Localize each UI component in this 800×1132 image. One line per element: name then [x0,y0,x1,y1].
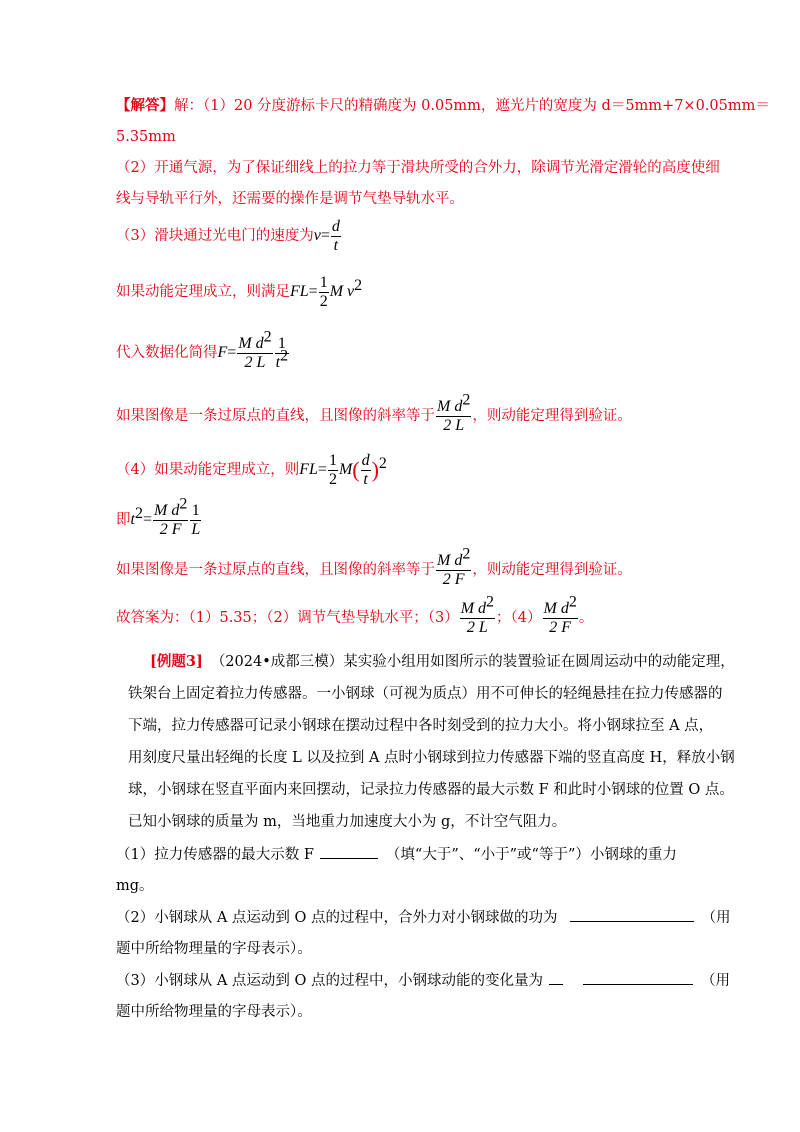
fraction-half [319,274,329,311]
solution-line-2: 5.35mm [116,129,176,145]
question-3-post: （用 [701,973,731,989]
solution-line-11 [116,545,632,590]
math-m: M [338,461,353,478]
fraction-d-over-t [361,452,371,489]
frac-den: L [191,520,201,538]
math-md: M d [238,334,264,352]
solution-line-10 [116,495,202,540]
math-md: M d [437,397,463,415]
solution-line-5 [116,216,342,256]
frac-den: 2 L [466,618,488,636]
frac-num: 1 [275,335,289,354]
math-exp: 2 [378,455,387,473]
frac-den: 2 F [442,570,465,588]
frac-den: t [333,236,339,254]
fraction-md2-over-2f [543,593,578,637]
math-eq: = [227,344,237,361]
solution-line-8 [116,391,632,436]
frac-den: 2 F [549,618,572,636]
solution-line-11-post: ，则动能定理得到验证。 [472,562,632,578]
fraction-d-over-t [331,218,341,255]
example-line-2: 铁架台上固定着拉力传感器。一小钢球（可视为质点）用不可伸长的轻绳悬挂在拉力传感器的 [128,686,723,702]
math-eq: = [308,283,318,300]
math-t: t [275,353,281,371]
frac-num [436,545,471,571]
frac-num: d [361,451,370,469]
math-exp: 2 [462,545,471,563]
frac-den: 2 F [159,520,182,538]
solution-line-6-text: 如果动能定理成立，则满足 [116,284,290,300]
solution-line-6 [116,272,362,312]
answer-blank-3a[interactable] [549,970,563,985]
solution-tag: 【解答】 [116,97,174,114]
math-mv: M v [329,283,355,300]
solution-line-8-post: ，则动能定理得到验证。 [472,408,632,424]
frac-num: d [331,217,340,235]
solution-line-1 [116,96,770,116]
math-exp: 2 [568,593,577,611]
math-v: v [313,227,321,244]
solution-line-3: （2）开通气源，为了保证细线上的拉力等于滑块所受的合外力，除调节光滑定滑轮的高度使细 [116,160,720,176]
fraction-md2-over-2l [237,328,272,372]
frac-num [460,593,495,619]
example-line-1-text: （2024•成都三模）某实验小组用如图所示的装置验证在圆周运动中的动能定理， [210,654,735,670]
example-line-5: 球，小钢球在竖直平面内来回摆动，记录拉力传感器的最大示数 F 和此时小钢球的位置 O 点。 [128,782,734,798]
frac-den: 2 [328,470,337,488]
answer-mid: ；（4） [496,610,542,626]
solution-line-9-text: （4）如果动能定理成立，则 [116,462,300,478]
math-md: M d [437,551,463,569]
math-exp: 2 [354,277,363,295]
frac-den [275,347,289,372]
math-exp: 2 [263,328,272,346]
question-3-pre: （3）小钢球从 A 点运动到 O 点的过程中，小钢球动能的变化量为 [116,973,544,989]
example-line-1 [150,652,735,672]
question-2-post: （用 [701,910,731,926]
frac-num: 1 [191,501,200,519]
fraction-md2-over-2f [153,495,188,539]
example-line-3: 下端，拉力传感器可记录小钢球在摆动过程中各时刻受到的拉力大小。将小钢球拉至 A 点， [128,718,714,734]
fraction-half [328,452,338,489]
fraction-1-over-l [190,502,201,539]
question-3 [116,970,730,991]
question-1-line-2: mg。 [116,878,154,894]
frac-num [153,495,188,521]
question-1-post: （填“大于”、“小于”或“等于”）小钢球的重力 [385,847,677,863]
fraction-1-over-t2 [275,335,289,372]
math-fl: FL [299,461,318,478]
math-exp: 2 [179,495,188,513]
fraction-md2-over-2l [460,593,495,637]
answer-blank-1[interactable] [320,844,378,859]
math-fl: FL [290,283,309,300]
answer-pre: 故答案为：（1）5.35；（2）调节气垫导轨水平；（3） [116,610,459,626]
frac-num [237,328,272,354]
frac-num: 1 [328,451,337,469]
fraction-md2-over-2l [436,391,471,435]
solution-text: 解：（1）20 分度游标卡尺的精确度为 0.05mm，遮光片的宽度为 d＝5mm+7×0.05mm＝ [174,98,770,114]
example-label: [例题3] [150,653,203,670]
math-exp: 2 [134,505,143,523]
solution-line-5-text: （3）滑块通过光电门的速度为 [116,228,314,244]
question-2-pre: （2）小钢球从 A 点运动到 O 点的过程中，合外力对小钢球做的功为 [116,910,558,926]
math-t: t [130,511,135,528]
solution-line-9 [116,450,387,490]
answer-line [116,593,594,638]
math-exp: 2 [280,347,289,365]
question-2 [116,907,731,928]
math-exp: 2 [486,593,495,611]
answer-blank-2[interactable] [570,907,694,922]
answer-post: 。 [578,610,594,626]
frac-num: 1 [319,273,328,291]
math-eq: = [142,511,152,528]
math-rparen: ) [371,457,379,482]
solution-line-8-pre: 如果图像是一条过原点的直线，且图像的斜率等于 [116,408,435,424]
question-1 [116,844,677,865]
solution-line-10-text: 即 [116,512,131,528]
math-eq: = [320,227,330,244]
example-line-4: 用刻度尺量出轻绳的长度 L 以及拉到 A 点时小钢球到拉力传感器下端的竖直高度 H，释放小钢 [128,750,735,766]
frac-den: t [363,470,368,488]
math-lparen: ( [352,457,360,482]
question-3-line-2: 题中所给物理量的字母表示）。 [116,1004,312,1020]
solution-line-7-text: 代入数据化简得 [116,345,218,361]
frac-den: 2 [319,292,328,310]
answer-blank-3[interactable] [583,970,693,985]
frac-den: 2 L [244,353,266,371]
math-md: M d [460,599,487,617]
solution-line-4: 线与导轨平行外，还需要的操作是调节气垫导轨水平。 [116,191,464,207]
math-eq: = [317,461,327,478]
frac-num [543,593,578,619]
math-md: M d [153,501,180,519]
math-md: M d [543,599,569,617]
math-f: F [217,344,228,361]
solution-line-7 [116,328,290,373]
frac-den: 2 L [443,416,465,434]
fraction-md2-over-2f [436,545,471,589]
frac-num [436,391,471,417]
example-line-6: 已知小钢球的质量为 m，当地重力加速度大小为 g，不计空气阻力。 [128,814,567,830]
solution-line-11-pre: 如果图像是一条过原点的直线，且图像的斜率等于 [116,562,435,578]
question-2-line-2: 题中所给物理量的字母表示）。 [116,941,312,957]
math-exp: 2 [462,391,471,409]
question-1-pre: （1）拉力传感器的最大示数 F [116,847,314,863]
